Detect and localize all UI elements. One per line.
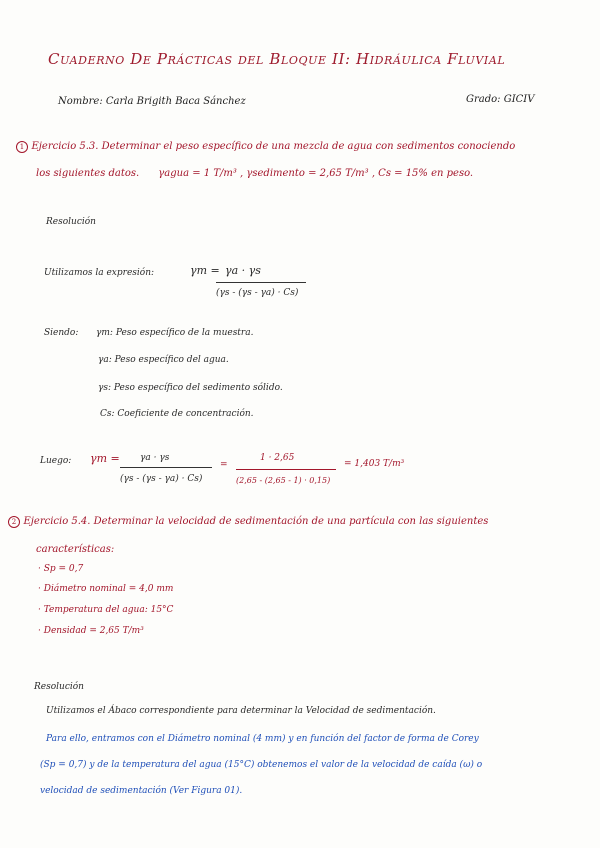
list-item: · Diámetro nominal = 4,0 mm bbox=[38, 584, 174, 594]
data-gamma-sedimento: , γsedimento = 2,65 T/m³ bbox=[240, 168, 369, 179]
calc-fraction-line-2 bbox=[236, 469, 336, 470]
abaco-text: Utilizamos el Ábaco correspondiente para determinar la Velocidad de sedimentación. bbox=[46, 706, 436, 716]
definition-gamma-s: γs: Peso específico del sedimento sólido. bbox=[98, 383, 283, 393]
formula-numerator: γa · γs bbox=[225, 264, 261, 277]
calc-numerator-1: γa · γs bbox=[140, 453, 170, 463]
resolution-heading-1: Resolución bbox=[46, 217, 96, 227]
formula-lhs: γm = bbox=[190, 264, 220, 277]
definition-gamma-a: γa: Peso específico del agua. bbox=[98, 355, 229, 365]
exercise-2-statement: Ejercicio 5.4. Determinar la velocidad de sedimentación de una partícula con las siguientes bbox=[23, 516, 489, 527]
calc-numerator-2: 1 · 2,65 bbox=[260, 453, 295, 463]
calc-denominator-1: (γs - (γs - γa) · Cs) bbox=[120, 474, 203, 484]
luego-label: Luego: bbox=[40, 456, 72, 466]
formula-denominator: (γs - (γs - γa) · Cs) bbox=[216, 288, 299, 298]
definition-cs: Cs: Coeficiente de concentración. bbox=[100, 409, 254, 419]
data-gamma-agua: γagua = 1 T/m³ bbox=[158, 168, 237, 179]
exercise-1-statement: Ejercicio 5.3. Determinar el peso específico de una mezcla de agua con sedimentos conociendo bbox=[31, 141, 516, 152]
calc-equals: = bbox=[220, 460, 228, 470]
siendo-label: Siendo: bbox=[44, 328, 79, 338]
calc-lhs: γm = bbox=[90, 452, 120, 465]
definition-gamma-m: γm: Peso específico de la muestra. bbox=[96, 328, 254, 338]
calc-denominator-2: (2,65 - (2,65 - 1) · 0,15) bbox=[236, 476, 331, 485]
calc-result: = 1,403 T/m³ bbox=[344, 459, 405, 469]
calc-fraction-line-1 bbox=[120, 467, 212, 468]
page-title: Cuaderno De Prácticas del Bloque II: Hidráulica Fluvial bbox=[48, 50, 506, 68]
list-item: · Temperatura del agua: 15°C bbox=[38, 605, 174, 615]
formula-fraction-line bbox=[216, 282, 306, 283]
list-item: · Densidad = 2,65 T/m³ bbox=[38, 626, 144, 636]
exercise-2-statement-cont: características: bbox=[36, 544, 115, 555]
exercise-1-header bbox=[16, 139, 515, 153]
exercise-1-data-line bbox=[36, 168, 473, 179]
exercise-2-header bbox=[8, 514, 488, 528]
explanation-line-1: Para ello, entramos con el Diámetro nominal (4 mm) y en función del factor de forma de Corey bbox=[46, 734, 479, 744]
explanation-line-2: (Sp = 0,7) y de la temperatura del agua (15°C) obtenemos el valor de la velocidad de caída (ω) o bbox=[40, 760, 483, 770]
exercise-2-number: 2 bbox=[8, 516, 20, 528]
data-cs: , Cs = 15% en peso. bbox=[371, 168, 474, 179]
explanation-line-3: velocidad de sedimentación (Ver Figura 01). bbox=[40, 786, 243, 796]
utilizamos-text: Utilizamos la expresión: bbox=[44, 268, 155, 278]
author-name: Nombre: Carla Brigith Baca Sánchez bbox=[58, 96, 246, 107]
exercise-1-number: 1 bbox=[16, 141, 28, 153]
exercise-1-statement-cont: los siguientes datos. bbox=[36, 168, 140, 179]
resolution-heading-2: Resolución bbox=[34, 682, 84, 692]
list-item: · Sp = 0,7 bbox=[38, 564, 84, 574]
grade: Grado: GICIV bbox=[466, 94, 535, 105]
